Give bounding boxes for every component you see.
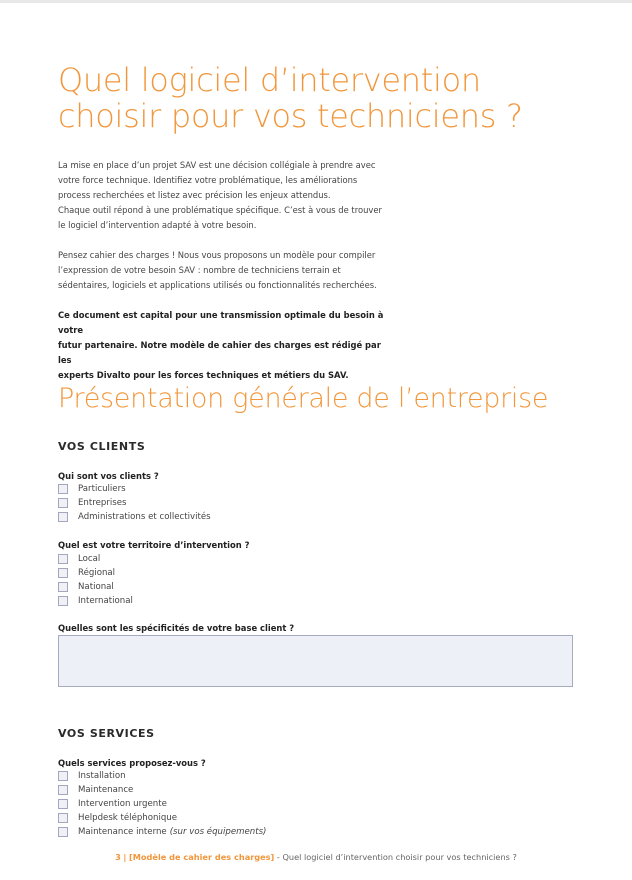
checkbox[interactable] (58, 568, 68, 578)
page-title (58, 62, 578, 134)
intro-line: experts Divalto pour les forces techniques et métiers du SAV. (58, 370, 349, 380)
option-helpdesk[interactable] (58, 811, 266, 825)
intro-line: La mise en place d’un projet SAV est une décision collégiale à prendre avec (58, 160, 376, 170)
option-maintenance-interne[interactable] (58, 825, 266, 839)
checkbox[interactable] (58, 596, 68, 606)
option-label: Maintenance (78, 785, 134, 795)
option-label: Particuliers (78, 484, 126, 494)
option-label: Helpdesk téléphonique (78, 813, 178, 823)
option-label: Entreprises (78, 498, 127, 508)
intro-line: process recherchées et listez avec précision les enjeux attendus. (58, 190, 331, 200)
option-maintenance[interactable] (58, 783, 266, 797)
checkbox[interactable] (58, 484, 68, 494)
option-label: International (78, 596, 133, 606)
option-note: (sur vos équipements) (169, 827, 267, 837)
footer-separator: | (123, 852, 127, 862)
intro-line: Chaque outil répond à une problématique spécifique. C’est à vous de trouver (58, 205, 382, 215)
intro-line: l’expression de votre besoin SAV : nombre de techniciens terrain et (58, 265, 341, 275)
checkbox[interactable] (58, 799, 68, 809)
option-administrations[interactable] (58, 510, 211, 524)
title-line-1: Quel logiciel d’intervention (58, 61, 481, 99)
top-rule (0, 0, 632, 3)
option-label: Régional (78, 568, 116, 578)
option-installation[interactable] (58, 769, 266, 783)
page-number: 3 (115, 852, 121, 862)
clients-question-1: Qui sont vos clients ? (58, 471, 159, 481)
option-international[interactable] (58, 594, 133, 608)
checkbox[interactable] (58, 785, 68, 795)
intro-paragraph-1 (58, 158, 388, 233)
option-local[interactable] (58, 552, 133, 566)
checkbox[interactable] (58, 512, 68, 522)
intro-line: votre force technique. Identifiez votre problématique, les améliorations (58, 175, 358, 185)
checkbox[interactable] (58, 827, 68, 837)
clients-question-2: Quel est votre territoire d’intervention ? (58, 540, 250, 550)
clients-heading: VOS CLIENTS (58, 440, 146, 453)
intro-paragraph-2 (58, 248, 388, 293)
services-heading: VOS SERVICES (58, 727, 155, 740)
option-label: Local (78, 554, 101, 564)
intro-line: Pensez cahier des charges ! Nous vous proposons un modèle pour compiler (58, 250, 376, 260)
clients-options-2 (58, 552, 133, 608)
option-regional[interactable] (58, 566, 133, 580)
section-title: Présentation générale de l’entreprise (58, 383, 549, 414)
checkbox[interactable] (58, 498, 68, 508)
checkbox[interactable] (58, 813, 68, 823)
option-particuliers[interactable] (58, 482, 211, 496)
clients-question-3: Quelles sont les spécificités de votre base client ? (58, 623, 295, 633)
services-question-1: Quels services proposez-vous ? (58, 758, 206, 768)
option-national[interactable] (58, 580, 133, 594)
option-entreprises[interactable] (58, 496, 211, 510)
title-line-2: choisir pour vos techniciens ? (58, 97, 523, 135)
intro-paragraph-3 (58, 308, 388, 383)
checkbox[interactable] (58, 582, 68, 592)
intro-line: futur partenaire. Notre modèle de cahier des charges est rédigé par les (58, 340, 381, 365)
intro-line: sédentaires, logiciels et applications utilisés ou fonctionnalités recherchées. (58, 280, 377, 290)
option-label: Intervention urgente (78, 799, 167, 809)
footer-doc-title: [Modèle de cahier des charges] (129, 852, 275, 862)
option-label: Maintenance interne (78, 827, 167, 837)
page-footer (0, 852, 632, 862)
checkbox[interactable] (58, 554, 68, 564)
footer-subtitle: - Quel logiciel d’intervention choisir pour vos techniciens ? (274, 852, 517, 862)
option-label: Administrations et collectivités (78, 512, 211, 522)
clients-options-1 (58, 482, 211, 524)
option-label: National (78, 582, 114, 592)
option-label: Installation (78, 771, 126, 781)
services-options (58, 769, 266, 839)
checkbox[interactable] (58, 771, 68, 781)
intro-text (58, 158, 388, 398)
intro-line: Ce document est capital pour une transmission optimale du besoin à votre (58, 310, 384, 335)
client-base-textarea[interactable] (58, 635, 573, 687)
option-intervention-urgente[interactable] (58, 797, 266, 811)
intro-line: le logiciel d’intervention adapté à votre besoin. (58, 220, 257, 230)
